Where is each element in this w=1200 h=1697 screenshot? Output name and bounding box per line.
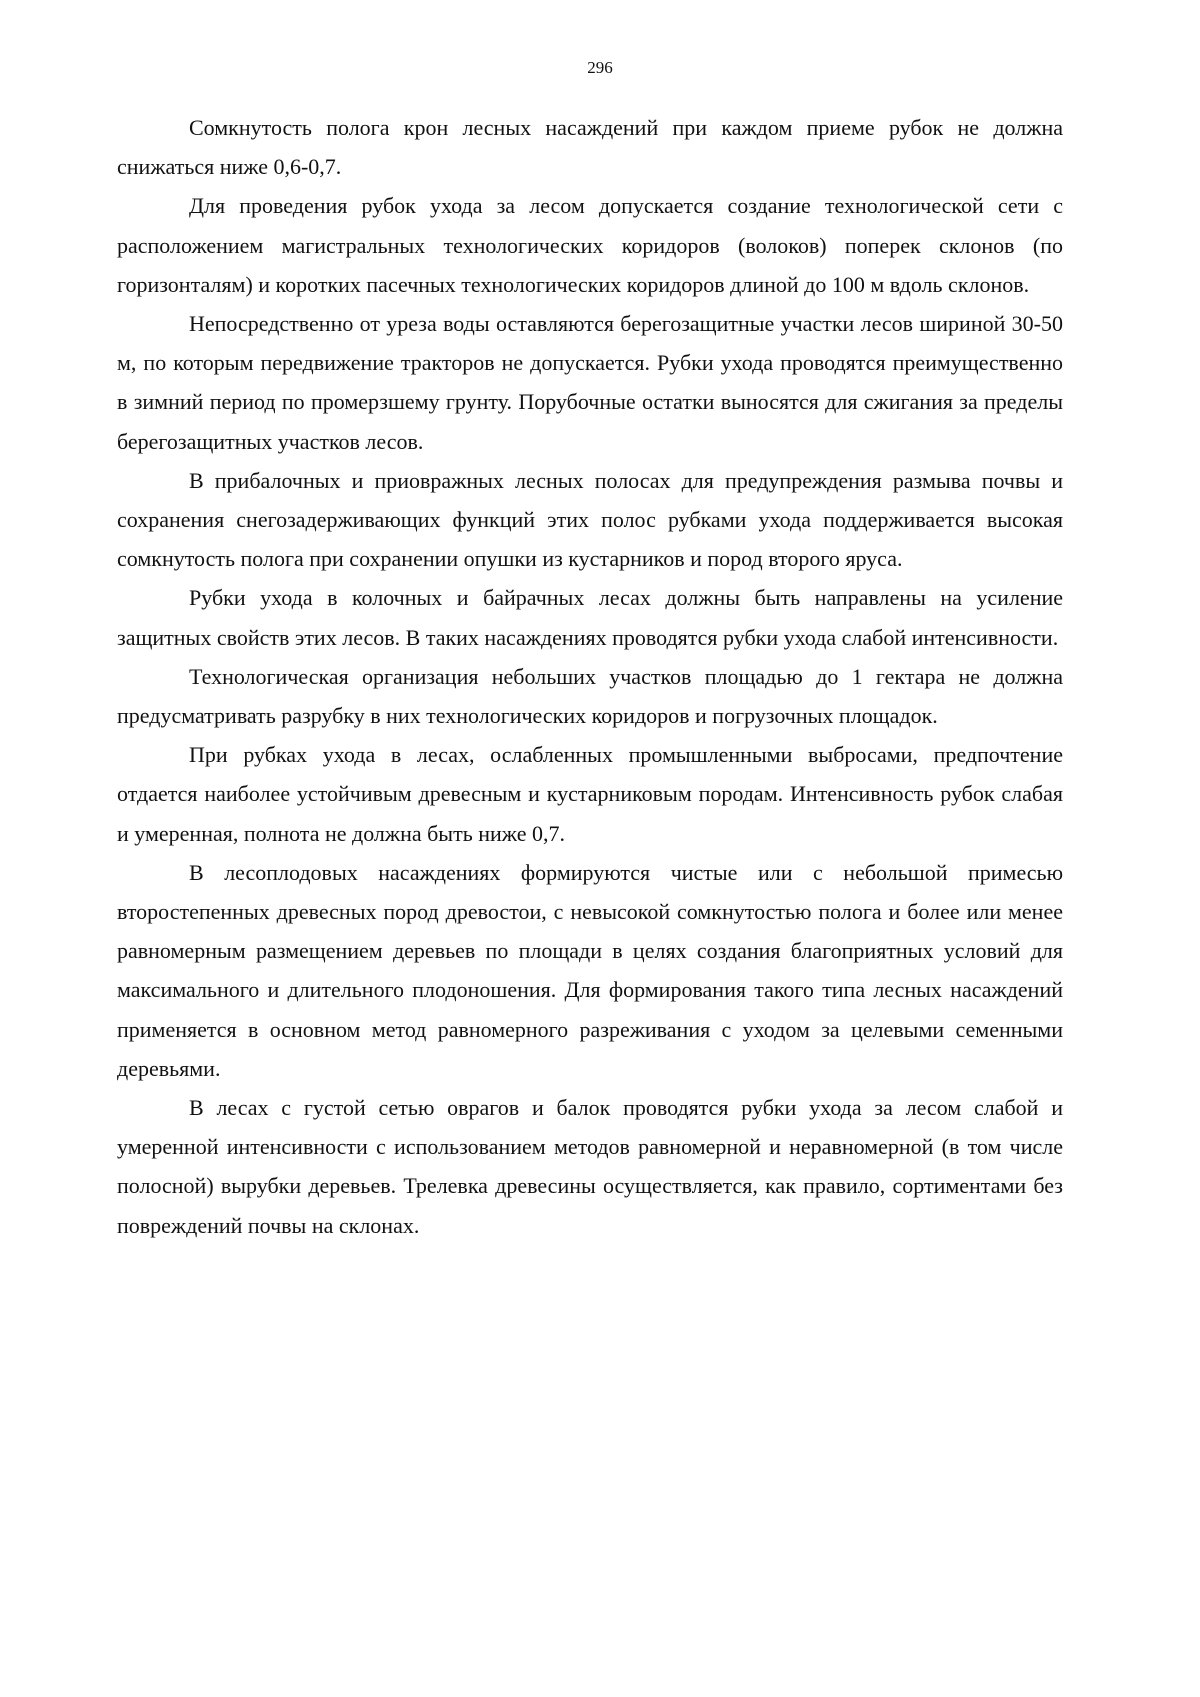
paragraph-7: При рубках ухода в лесах, ослабленных промышленными выбросами, предпочтение отдается наиболее устойчивым древесным и кустарниковым породам. Интенсивность рубок слабая и умеренная, полнота не должна быть ниже 0,7. — [117, 742, 1063, 846]
paragraph-3: Непосредственно от уреза воды оставляются берегозащитные участки лесов шириной 30-50 м, по которым передвижение тракторов не допускается. Рубки ухода проводятся преимущественно в зимний период по промерзшему грунту. Порубочные остатки выносятся для сжигания за пределы берегозащитных участков лесов. — [117, 311, 1063, 454]
paragraph-6: Технологическая организация небольших участков площадью до 1 гектара не должна предусматривать разрубку в них технологических коридоров и погрузочных площадок. — [117, 663, 1063, 729]
paragraph-4: В прибалочных и приовражных лесных полосах для предупреждения размыва почвы и сохранения снегозадерживающих функций этих полос рубками ухода поддерживается высокая сомкнутость полога при сохранении опушки из кустарников и пород второго яруса. — [117, 467, 1063, 572]
paragraph-2: Для проведения рубок ухода за лесом допускается создание технологической сети с расположением магистральных технологических коридоров (волоков) поперек склонов (по горизонталям) и коротких пасечных технологических коридоров длиной до 100 м вдоль склонов. — [117, 193, 1063, 297]
body-text — [117, 108, 1063, 1245]
paragraph-1: Сомкнутость полога крон лесных насаждений при каждом приеме рубок не должна снижаться ниже 0,6-0,7. — [117, 115, 1063, 180]
paragraph-9: В лесах с густой сетью оврагов и балок проводятся рубки ухода за лесом слабой и умеренной интенсивности с использованием методов равномерной и неравномерной (в том числе полосной) вырубки деревьев. Трелевка древесины осуществляется, как правило, сортиментами без повреждений почвы на склонах. — [117, 1095, 1063, 1238]
page-number: 296 — [587, 58, 613, 77]
paragraph-8: В лесоплодовых насаждениях формируются чистые или с небольшой примесью второстепенных древесных пород древостои, с невысокой сомкнутостью полога и более или менее равномерным размещением деревьев по площади в целях создания благоприятных условий для максимального и длительного плодоношения. Для формирования такого типа лесных насаждений применяется в основном метод равномерного разреживания с уходом за целевыми семенными деревьями. — [117, 859, 1063, 1081]
paragraph-5: Рубки ухода в колочных и байрачных лесах должны быть направлены на усиление защитных свойств этих лесов. В таких насаждениях проводятся рубки ухода слабой интенсивности. — [117, 585, 1063, 650]
